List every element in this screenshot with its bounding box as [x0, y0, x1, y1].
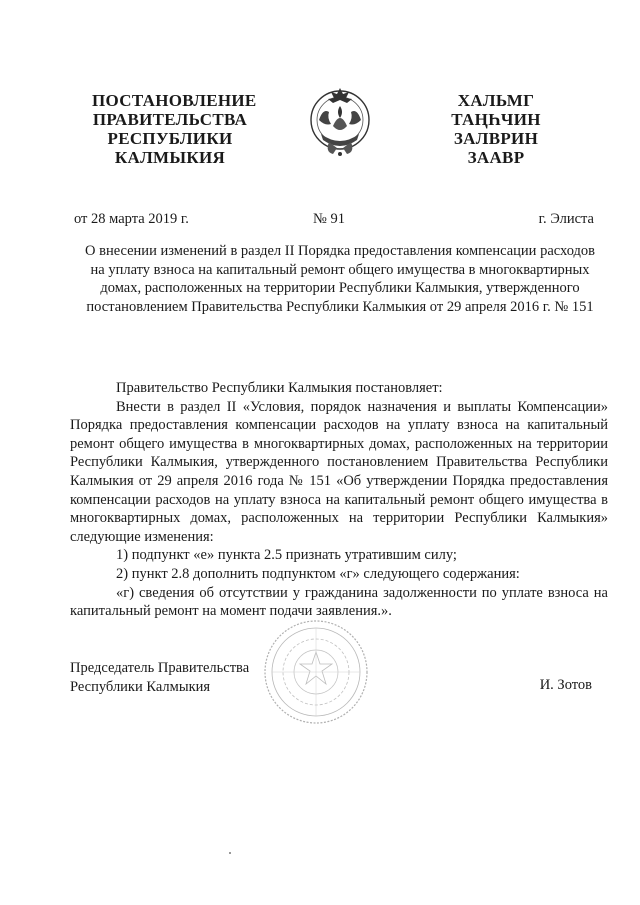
- header-right-line: ТАҢҺЧИН: [451, 110, 541, 129]
- body-main-paragraph: Внести в раздел II «Условия, порядок назначения и выплаты Компенсации» Порядка предоставления компенсации расходов на уплату взноса на капитальный ремонт общего имущества в многоквартирных домах, расположенных на территории Республики Калмыкия, утвержденного постановлением Правительства Республики Калмыкия от 29 апреля 2016 года № 151 «Об утверждении Порядка предоставления компенсации расходов на уплату взноса на капитальный ремонт общего имущества в многоквартирных домах, расположенных на территории Республики Калмыкия» следующие изменения:: [70, 398, 608, 545]
- signature-title: [70, 659, 249, 697]
- header-left-line: ПОСТАНОВЛЕНИЕ: [92, 91, 257, 110]
- header-right-title: [442, 91, 550, 167]
- document-number: № 91: [313, 211, 345, 227]
- signature-title-line: Председатель Правительства: [70, 660, 250, 676]
- title-line: домах, расположенных на территории Республики Калмыкия, утвержденного: [100, 280, 580, 297]
- header-left-title: [92, 91, 257, 167]
- kalmykia-emblem-icon: [307, 82, 373, 160]
- title-line: О внесении изменений в раздел II Порядка предоставления компенсации расходов: [85, 243, 595, 259]
- signature-title-line: Республики Калмыкия: [70, 678, 211, 695]
- body-item-1: 1) подпункт «е» пункта 2.5 признать утратившим силу;: [116, 547, 457, 564]
- signer-name: И. Зотов: [539, 677, 592, 693]
- document-body: [70, 379, 608, 621]
- scan-artifact: [229, 852, 231, 854]
- header-right-line: ХАЛЬМГ: [457, 91, 535, 110]
- header-left-line: ПРАВИТЕЛЬСТВА: [92, 110, 248, 129]
- header-right-line: ЗААВР: [467, 148, 525, 167]
- document-city: г. Элиста: [538, 211, 594, 227]
- header-right-line: ЗАЛВРИН: [453, 129, 539, 148]
- round-seal-stamp-icon: [262, 618, 370, 726]
- header-left-line: КАЛМЫКИЯ: [114, 148, 226, 167]
- body-item-2: 2) пункт 2.8 дополнить подпунктом «г» следующего содержания:: [116, 565, 520, 582]
- title-line: на уплату взноса на капитальный ремонт общего имущества в многоквартирных: [90, 261, 590, 278]
- document-date: от 28 марта 2019 г.: [74, 211, 189, 227]
- body-quote: «г) сведения об отсутствии у гражданина задолженности по уплате взноса на капитальный ремонт на момент подачи заявления.».: [70, 584, 608, 620]
- body-intro: Правительство Республики Калмыкия постановляет:: [116, 380, 443, 396]
- header-left-line: РЕСПУБЛИКИ: [107, 129, 233, 148]
- title-line: постановлением Правительства Республики Калмыкия от 29 апреля 2016 г. № 151: [86, 298, 594, 315]
- document-title: [70, 242, 610, 316]
